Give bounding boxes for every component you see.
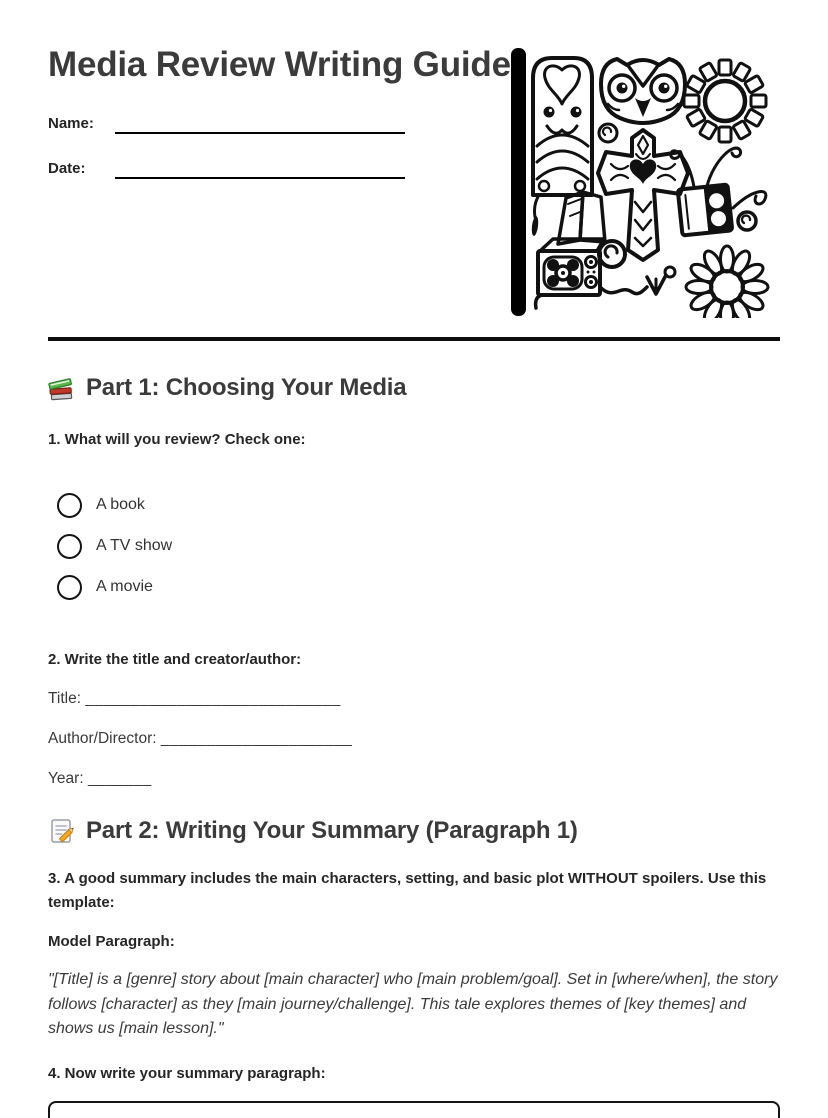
date-input-line[interactable] <box>115 159 405 179</box>
title-blank-line[interactable]: ____________________________ <box>85 690 341 707</box>
review-options <box>48 492 780 600</box>
name-input-line[interactable] <box>115 114 405 134</box>
part2-heading-text: Part 2: Writing Your Summary (Paragraph 1) <box>86 817 578 844</box>
title-field-label: Title: <box>48 690 82 707</box>
option-a-movie[interactable] <box>48 574 780 600</box>
media-clipart-illustration <box>508 46 784 318</box>
year-blank-line[interactable]: _______ <box>87 770 152 787</box>
model-paragraph-label: Model Paragraph: <box>48 933 175 950</box>
bar-shape <box>511 48 526 316</box>
year-writein <box>48 770 780 792</box>
book-icon <box>558 192 605 244</box>
question-4: 4. Now write your summary paragraph: <box>48 1064 326 1082</box>
section-divider <box>48 337 780 341</box>
date-label: Date: <box>48 159 86 177</box>
author-blank-line[interactable]: _____________________ <box>160 730 353 747</box>
spiral-icon <box>738 212 756 230</box>
name-label: Name: <box>48 114 94 132</box>
radio-button-a-tv-show[interactable] <box>57 534 82 559</box>
option-a-tv-show[interactable] <box>48 533 780 559</box>
author-field-label: Author/Director: <box>48 730 157 747</box>
question-2: 2. Write the title and creator/author: <box>48 651 302 668</box>
spiral-icon <box>599 124 617 142</box>
owl-icon <box>601 59 685 123</box>
model-paragraph-text: "[Title] is a [genre] story about [main character] who [main problem/goal]. Set in [where/when], the story follows [character] as they [main journey/challenge]. This tale explores themes of [key themes] and shows us [main lesson]." <box>48 971 778 1037</box>
books-stack-icon <box>48 375 75 402</box>
option-label: A TV show <box>96 537 173 554</box>
spiral-icon <box>599 241 625 267</box>
sun-icon <box>684 60 766 142</box>
question-1: 1. What will you review? Check one: <box>48 431 306 448</box>
question-3: 3. A good summary includes the main characters, setting, and basic plot WITHOUT spoilers. Use this template: <box>48 870 767 911</box>
part2-heading <box>48 817 780 845</box>
radio-icon <box>536 239 604 308</box>
radio-button-a-movie[interactable] <box>57 575 82 600</box>
summary-writing-box[interactable] <box>48 1101 780 1118</box>
part1-heading-text: Part 1: Choosing Your Media <box>86 374 407 401</box>
radio-button-a-book[interactable] <box>57 493 82 518</box>
option-label: A book <box>96 496 145 513</box>
header <box>0 0 828 337</box>
option-label: A movie <box>96 578 153 595</box>
title-writein <box>48 690 780 712</box>
author-writein <box>48 730 780 752</box>
main-content <box>0 374 828 1118</box>
option-a-book[interactable] <box>48 492 780 518</box>
tv-icon <box>671 148 766 235</box>
cord-arrow-icon <box>600 267 675 294</box>
page-title: Media Review Writing Guide <box>48 45 511 84</box>
memo-pencil-icon <box>48 818 75 845</box>
part1-heading <box>48 374 780 402</box>
year-field-label: Year: <box>48 770 84 787</box>
sunflower-icon <box>686 246 768 318</box>
